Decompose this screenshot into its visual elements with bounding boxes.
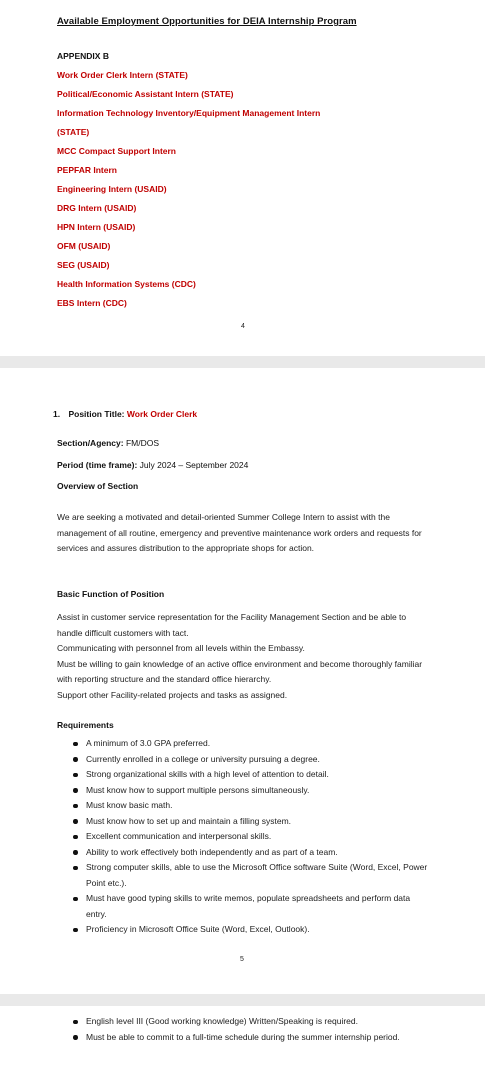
- list-item: Health Information Systems (CDC): [57, 279, 196, 289]
- list-item: DRG Intern (USAID): [57, 203, 137, 213]
- list-item: PEPFAR Intern: [57, 165, 117, 175]
- page-number: 5: [240, 956, 244, 963]
- basic-function-line: Must be willing to gain knowledge of an active office environment and become thoroughly familiar with reporting structure and the standard office hierarchy.: [57, 658, 423, 684]
- list-item: A minimum of 3.0 GPA preferred.: [72, 736, 432, 752]
- basic-function-line: Assist in customer service representation for the Facility Management Section and be able to handle difficult customers with tact.: [57, 612, 407, 638]
- list-item: Political/Economic Assistant Intern (STATE): [57, 89, 234, 99]
- internship-position-list: [57, 69, 320, 316]
- list-item: Must know how to set up and maintain a filling system.: [72, 814, 432, 830]
- list-item: Work Order Clerk Intern (STATE): [57, 70, 188, 80]
- list-item: Must know basic math.: [72, 798, 432, 814]
- document-page-6: [0, 1006, 485, 1080]
- list-item: MCC Compact Support Intern: [57, 146, 176, 156]
- list-item: Proficiency in Microsoft Office Suite (Word, Excel, Outlook).: [72, 922, 432, 938]
- period-field: [57, 460, 248, 470]
- document-page-5: [0, 368, 485, 994]
- list-item: Ability to work effectively both independently and as part of a team.: [72, 845, 432, 861]
- overview-text: We are seeking a motivated and detail-oriented Summer College Intern to assist with the management of all routine, emergency and preventive maintenance work orders and requests for services and assures distribution to the appropriate shops for action.: [57, 512, 422, 553]
- list-item: SEG (USAID): [57, 260, 110, 270]
- requirements-heading: Requirements: [57, 720, 114, 730]
- requirements-list: [72, 736, 432, 938]
- appendix-label: APPENDIX B: [57, 51, 109, 61]
- section-agency-label: Section/Agency:: [57, 438, 124, 448]
- list-item: Must be able to commit to a full-time schedule during the summer internship period.: [72, 1030, 432, 1046]
- list-item: Information Technology Inventory/Equipment Management Intern: [57, 108, 321, 118]
- list-item: Must have good typing skills to write memos, populate spreadsheets and perform data entry.: [72, 891, 432, 922]
- list-item: Engineering Intern (USAID): [57, 184, 167, 194]
- requirements-list-continued: [72, 1014, 432, 1045]
- period-value: July 2024 – September 2024: [139, 460, 249, 470]
- basic-function-line: Communicating with personnel from all levels within the Embassy.: [57, 643, 305, 653]
- section-agency-field: [57, 438, 159, 448]
- overview-heading: Overview of Section: [57, 481, 139, 491]
- overview-paragraph: [57, 510, 429, 557]
- page-number: 4: [241, 323, 245, 330]
- position-title: [53, 409, 197, 419]
- list-item: Currently enrolled in a college or university pursuing a degree.: [72, 752, 432, 768]
- list-item: HPN Intern (USAID): [57, 222, 136, 232]
- basic-function-paragraph: [57, 610, 429, 703]
- list-item: Excellent communication and interpersonal skills.: [72, 829, 432, 845]
- document-page-4: [0, 0, 485, 356]
- document-title: Available Employment Opportunities for DEIA Internship Program: [57, 16, 357, 27]
- list-item: (STATE): [57, 127, 90, 137]
- list-item: English level III (Good working knowledge) Written/Speaking is required.: [72, 1014, 432, 1030]
- period-label: Period (time frame):: [57, 460, 138, 470]
- basic-function-line: Support other Facility-related projects and tasks as assigned.: [57, 689, 288, 700]
- position-title-label: Position Title:: [68, 409, 125, 419]
- list-item: Strong computer skills, able to use the Microsoft Office software Suite (Word, Excel, Power Point etc.).: [72, 860, 432, 891]
- basic-function-heading: Basic Function of Position: [57, 589, 165, 599]
- position-number: 1.: [53, 409, 61, 419]
- list-item: EBS Intern (CDC): [57, 298, 127, 308]
- section-agency-value: FM/DOS: [125, 438, 160, 448]
- list-item: Must know how to support multiple persons simultaneously.: [72, 783, 432, 799]
- list-item: Strong organizational skills with a high level of attention to detail.: [72, 767, 432, 783]
- position-title-value: Work Order Clerk: [126, 409, 198, 419]
- list-item: OFM (USAID): [57, 241, 111, 251]
